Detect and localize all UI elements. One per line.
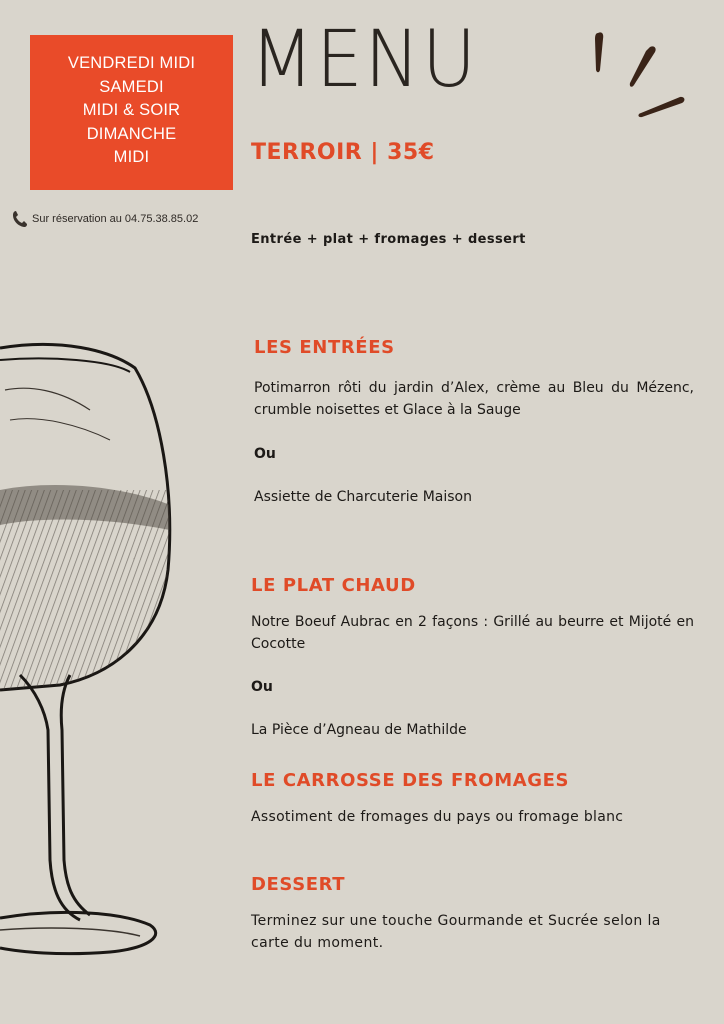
schedule-line: MIDI — [113, 148, 150, 166]
sparks-decoration — [590, 25, 700, 125]
menu-title: MENU — [250, 15, 479, 105]
section-entrees — [254, 337, 694, 508]
section-dessert — [251, 874, 694, 954]
section-title: LE CARROSSE DES FROMAGES — [251, 770, 570, 791]
reservation-line — [12, 210, 198, 228]
dish-text: Potimarron rôti du jardin d’Alex, crème au Bleu du Mézenc, crumble noisettes et Glace à la Sauge — [254, 380, 694, 418]
formula-title: TERROIR | 35€ — [251, 140, 435, 165]
dish-text: La Pièce d’Agneau de Mathilde — [251, 722, 467, 738]
schedule-line: SAMEDI — [99, 77, 164, 96]
section-plat — [251, 575, 694, 741]
schedule-line: DIMANCHE — [86, 124, 177, 143]
dish-text: Assiette de Charcuterie Maison — [254, 489, 472, 505]
section-title: DESSERT — [251, 874, 346, 895]
schedule-line: VENDREDI MIDI — [67, 54, 196, 72]
schedule-line: MIDI & SOIR — [82, 101, 181, 119]
schedule-box — [30, 35, 233, 190]
reservation-text: Sur réservation au 04.75.38.85.02 — [32, 213, 199, 225]
phone-icon — [12, 210, 28, 228]
section-fromages — [251, 770, 694, 828]
wine-glass-illustration — [0, 330, 175, 970]
section-title: LES ENTRÉES — [254, 337, 395, 358]
formula-courses: Entrée + plat + fromages + dessert — [251, 232, 526, 247]
or-label: Ou — [251, 679, 273, 695]
dish-text: Assotiment de fromages du pays ou fromage blanc — [251, 809, 624, 825]
section-title: LE PLAT CHAUD — [251, 575, 416, 596]
dish-text: Terminez sur une touche Gourmande et Sucrée selon la carte du moment. — [251, 913, 661, 951]
dish-text: Notre Boeuf Aubrac en 2 façons : Grillé au beurre et Mijoté en Cocotte — [251, 614, 694, 652]
or-label: Ou — [254, 446, 276, 462]
